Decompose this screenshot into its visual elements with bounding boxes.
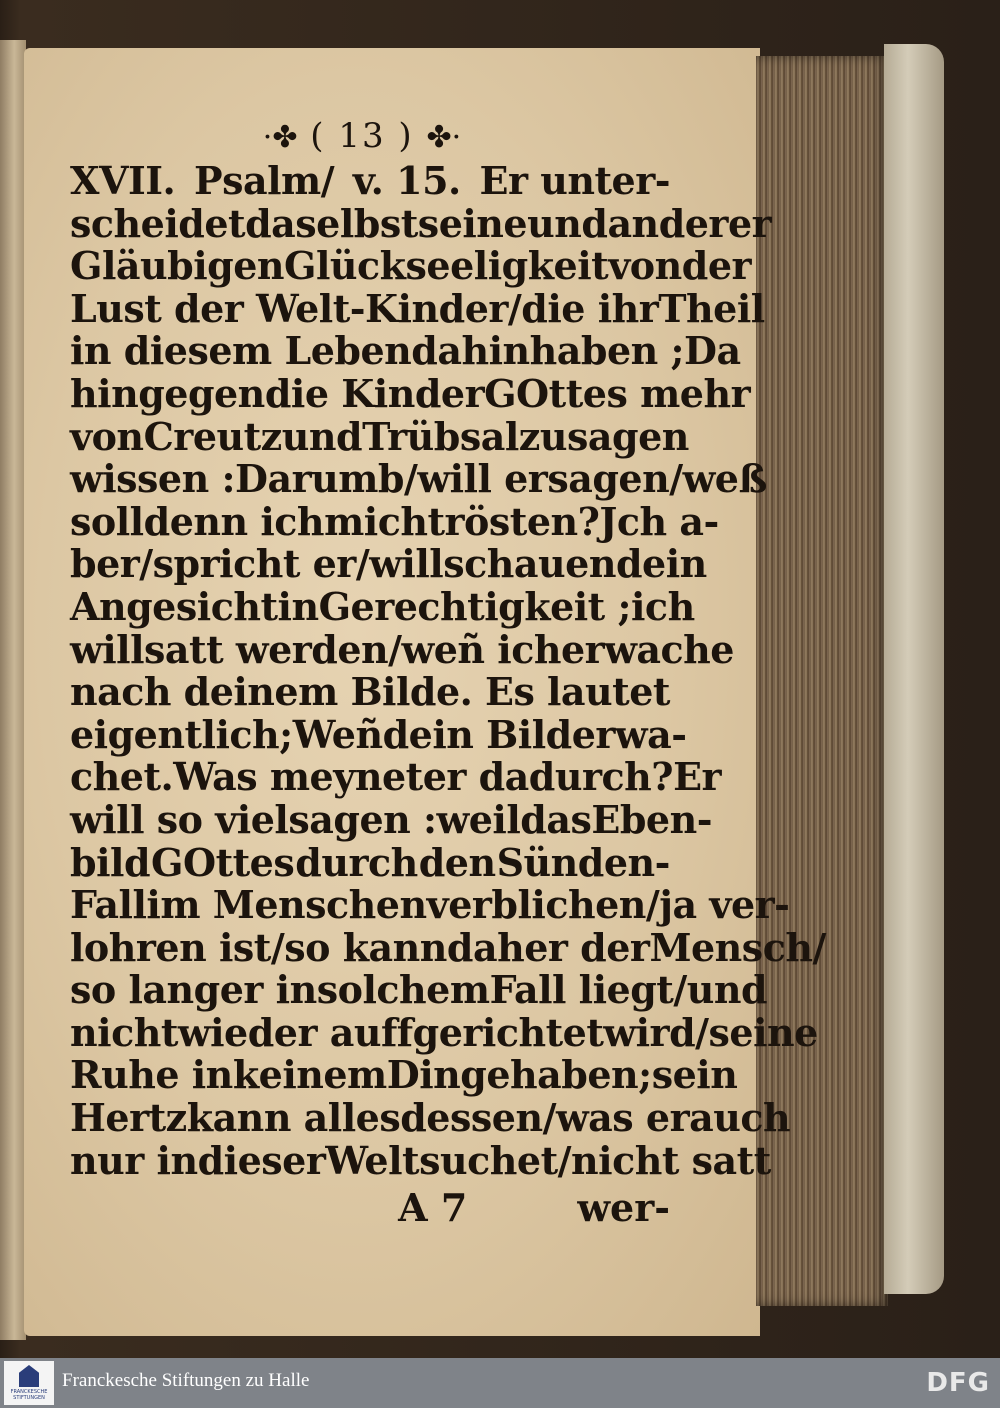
text-word: trösten? xyxy=(427,498,600,544)
text-word: haben; xyxy=(510,1052,652,1098)
text-line xyxy=(70,541,707,587)
text-line xyxy=(70,456,767,502)
text-line xyxy=(70,796,712,842)
text-line xyxy=(70,882,790,928)
text-word: Eben- xyxy=(591,796,712,842)
text-word: satt werden/ xyxy=(144,626,402,672)
text-word: von xyxy=(608,243,682,289)
text-word: XVII. xyxy=(70,158,176,203)
text-word: chet. xyxy=(70,754,174,800)
page-number: ( 13 ) xyxy=(310,116,414,156)
text-word: die ihr xyxy=(521,285,659,331)
text-word: zusagen xyxy=(518,413,689,459)
text-word: Weñ xyxy=(292,711,383,757)
page-text-block xyxy=(70,112,826,1231)
text-word: Gläubigen xyxy=(70,243,285,289)
text-word: lohren ist/ xyxy=(70,924,285,970)
text-word: seine xyxy=(417,200,528,246)
text-word: schauen xyxy=(443,541,616,587)
text-word: Jch a- xyxy=(599,498,719,544)
text-word: durch xyxy=(295,839,418,885)
text-word: auch xyxy=(689,1095,791,1141)
text-word: wird/seine xyxy=(603,1009,818,1055)
text-word: kann alles xyxy=(186,1095,401,1141)
text-word: das xyxy=(520,796,592,842)
text-word: erwache xyxy=(561,626,734,672)
text-line xyxy=(70,285,765,331)
text-word: und xyxy=(527,200,608,246)
text-word: im Menschen xyxy=(146,882,427,928)
text-line xyxy=(70,498,719,544)
text-word: verblichen/ xyxy=(426,882,660,928)
text-line xyxy=(70,1095,791,1141)
text-word: Welt xyxy=(325,1137,420,1183)
text-word: was er xyxy=(555,1095,690,1141)
text-word: und xyxy=(686,967,768,1013)
text-word: keinem xyxy=(232,1052,387,1098)
text-word: nicht satt xyxy=(571,1137,771,1183)
text-word: in xyxy=(277,583,319,629)
text-word: dein xyxy=(615,541,707,587)
text-word: will xyxy=(70,626,145,672)
text-lines xyxy=(70,158,826,1183)
text-line xyxy=(70,160,670,203)
text-line xyxy=(70,328,741,374)
text-word: nicht xyxy=(70,1009,178,1055)
text-word: Es xyxy=(485,669,535,715)
text-word: spricht er/ xyxy=(152,541,370,587)
text-line xyxy=(70,924,826,970)
text-word: wissen : xyxy=(70,456,235,502)
text-word: so lang xyxy=(70,967,220,1013)
text-word: dessen/ xyxy=(400,1095,556,1141)
text-word: weñ ich xyxy=(401,626,561,672)
text-word: v. 15. xyxy=(352,158,461,203)
text-word: Da xyxy=(684,328,741,374)
text-word: Bilde. xyxy=(350,669,473,715)
text-line xyxy=(70,626,734,672)
text-word: Hertz xyxy=(70,1095,187,1141)
text-word: suchet/ xyxy=(419,1137,572,1183)
text-line xyxy=(70,1052,738,1098)
text-word: er in xyxy=(219,967,317,1013)
dfg-logo[interactable]: DFG xyxy=(926,1368,990,1398)
text-word: Er xyxy=(673,754,722,800)
text-word: daselbst xyxy=(245,200,418,246)
text-word: Trübsal xyxy=(362,413,519,459)
text-word: Lust der Welt-Kinder/ xyxy=(70,285,522,331)
text-word: scheidet xyxy=(70,200,246,246)
text-word: lautet xyxy=(546,669,670,715)
text-word: weil xyxy=(436,796,521,842)
text-line xyxy=(70,243,752,289)
text-word: und xyxy=(281,413,363,459)
text-line xyxy=(70,711,687,757)
text-word: solchem xyxy=(316,967,490,1013)
catchline xyxy=(70,1186,670,1230)
text-word: Er unter- xyxy=(479,158,670,203)
text-word: von xyxy=(70,413,144,459)
text-word: will so viel xyxy=(70,796,289,842)
running-head xyxy=(54,112,670,160)
footer-bar xyxy=(0,1358,1000,1408)
text-word: Sünden- xyxy=(496,839,670,885)
text-word: Theil xyxy=(658,285,765,331)
text-word: will xyxy=(369,541,444,587)
text-word: der xyxy=(681,243,752,289)
text-word: Fall liegt/ xyxy=(489,967,687,1013)
text-word: so kann xyxy=(284,924,447,970)
house-icon xyxy=(19,1365,39,1387)
text-word: in diesem Leben xyxy=(70,328,412,374)
text-word: wieder auffgerichtet xyxy=(177,1009,604,1055)
book-cover-edge xyxy=(884,44,944,1294)
text-word: ja ver- xyxy=(659,882,790,928)
text-word: GOttes xyxy=(151,839,295,885)
text-word: dahin xyxy=(411,328,530,374)
text-word: sagen : xyxy=(288,796,437,842)
text-word: dein Bild xyxy=(382,711,572,757)
text-word: sagen/weß xyxy=(547,456,767,502)
text-word: haben ; xyxy=(529,328,685,374)
text-word: daher der xyxy=(446,924,650,970)
text-word: denn ich xyxy=(143,498,325,544)
text-line xyxy=(70,754,722,800)
logo-text: FRANCKESCHE STIFTUNGEN xyxy=(10,1389,48,1401)
text-word: ich xyxy=(631,583,695,629)
text-line xyxy=(70,200,772,246)
text-word: Darumb/will er xyxy=(235,456,548,502)
text-word: ber/ xyxy=(70,541,153,587)
text-word: die Kinder xyxy=(264,370,485,416)
text-line xyxy=(70,370,751,416)
text-word: mich xyxy=(324,498,428,544)
text-word: Angesicht xyxy=(70,583,278,629)
text-line xyxy=(70,1137,771,1183)
text-word: dieser xyxy=(197,1137,326,1183)
text-word: nach xyxy=(70,669,172,715)
catchword: wer- xyxy=(577,1185,670,1231)
text-word: hingegen xyxy=(70,370,265,416)
text-word: Was meynet xyxy=(173,754,423,800)
left-page-edge xyxy=(0,40,26,1340)
text-word: soll xyxy=(70,498,144,544)
text-word: den xyxy=(418,839,496,885)
text-word: Mensch/ xyxy=(649,924,826,970)
ornament-left-icon: ·✤ xyxy=(262,120,298,155)
text-line xyxy=(70,1009,818,1055)
text-word: er dadurch? xyxy=(422,754,674,800)
text-word: Ruhe in xyxy=(70,1052,233,1098)
text-line xyxy=(70,839,670,885)
signature-mark: A 7 xyxy=(398,1185,468,1231)
text-word: eigentlich; xyxy=(70,711,293,757)
ornament-right-icon: ✤· xyxy=(426,120,462,155)
franckesche-logo[interactable] xyxy=(4,1361,54,1405)
text-line xyxy=(70,967,768,1013)
text-word: bild xyxy=(70,839,151,885)
text-word: erwa- xyxy=(571,711,687,757)
text-line xyxy=(70,413,689,459)
footer-title[interactable]: Franckesche Stiftungen zu Halle xyxy=(62,1370,310,1391)
text-word: deinem xyxy=(183,669,338,715)
text-word: Creutz xyxy=(143,413,282,459)
text-word: sein xyxy=(651,1052,738,1098)
text-word: Gerechtigkeit ; xyxy=(318,583,631,629)
text-word: GOttes mehr xyxy=(484,370,751,416)
text-line xyxy=(70,583,695,629)
text-word: nur in xyxy=(70,1137,198,1183)
text-word: Dinge xyxy=(386,1052,511,1098)
text-word: Psalm/ xyxy=(194,158,335,203)
text-word: Fall xyxy=(70,882,147,928)
text-word: Glückseeligkeit xyxy=(284,243,609,289)
text-word: anderer xyxy=(607,200,772,246)
text-line xyxy=(70,671,670,714)
